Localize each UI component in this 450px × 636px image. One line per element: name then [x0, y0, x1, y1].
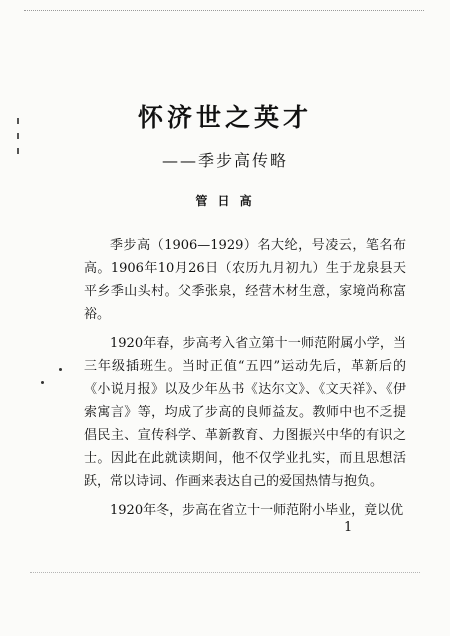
- page-number: 1: [344, 520, 353, 535]
- body-paragraph: 季步高（1906—1929）名大纶，号凌云，笔名布高。1906年10月26日（农历九月初九）生于龙泉县天平乡季山头村。父季张泉，经营木材生意，家境尚称富裕。: [84, 238, 406, 322]
- article-body: [84, 234, 406, 528]
- article-subtitle: ——季步高传略: [161, 151, 288, 170]
- article-author: 管 日 高: [195, 194, 255, 208]
- bottom-edge-rule: [30, 572, 420, 573]
- body-paragraph: 1920年春，步高考入省立第十一师范附属小学，当三年级插班生。当时正值“五四”运动先后，革新后的《小说月报》以及少年丛书《达尔文》、《文天祥》、《伊索寓言》等，均成了步高的良师益友。教师中也不乏提倡民主、宣传科学、革新教育、力图振兴中华的有识之士。因此在此就读期间，他不仅学业扎实，而且思想活跃，常以诗词、作画来表达自己的爱国热情与抱负。: [84, 336, 406, 489]
- article-title: 怀济世之英才: [137, 103, 312, 132]
- scan-speck: [59, 368, 62, 371]
- scan-speck: [41, 381, 44, 384]
- top-edge-rule: [24, 10, 424, 11]
- body-paragraph: 1920年冬，步高在省立十一师范附小毕业，竟以优: [110, 503, 404, 518]
